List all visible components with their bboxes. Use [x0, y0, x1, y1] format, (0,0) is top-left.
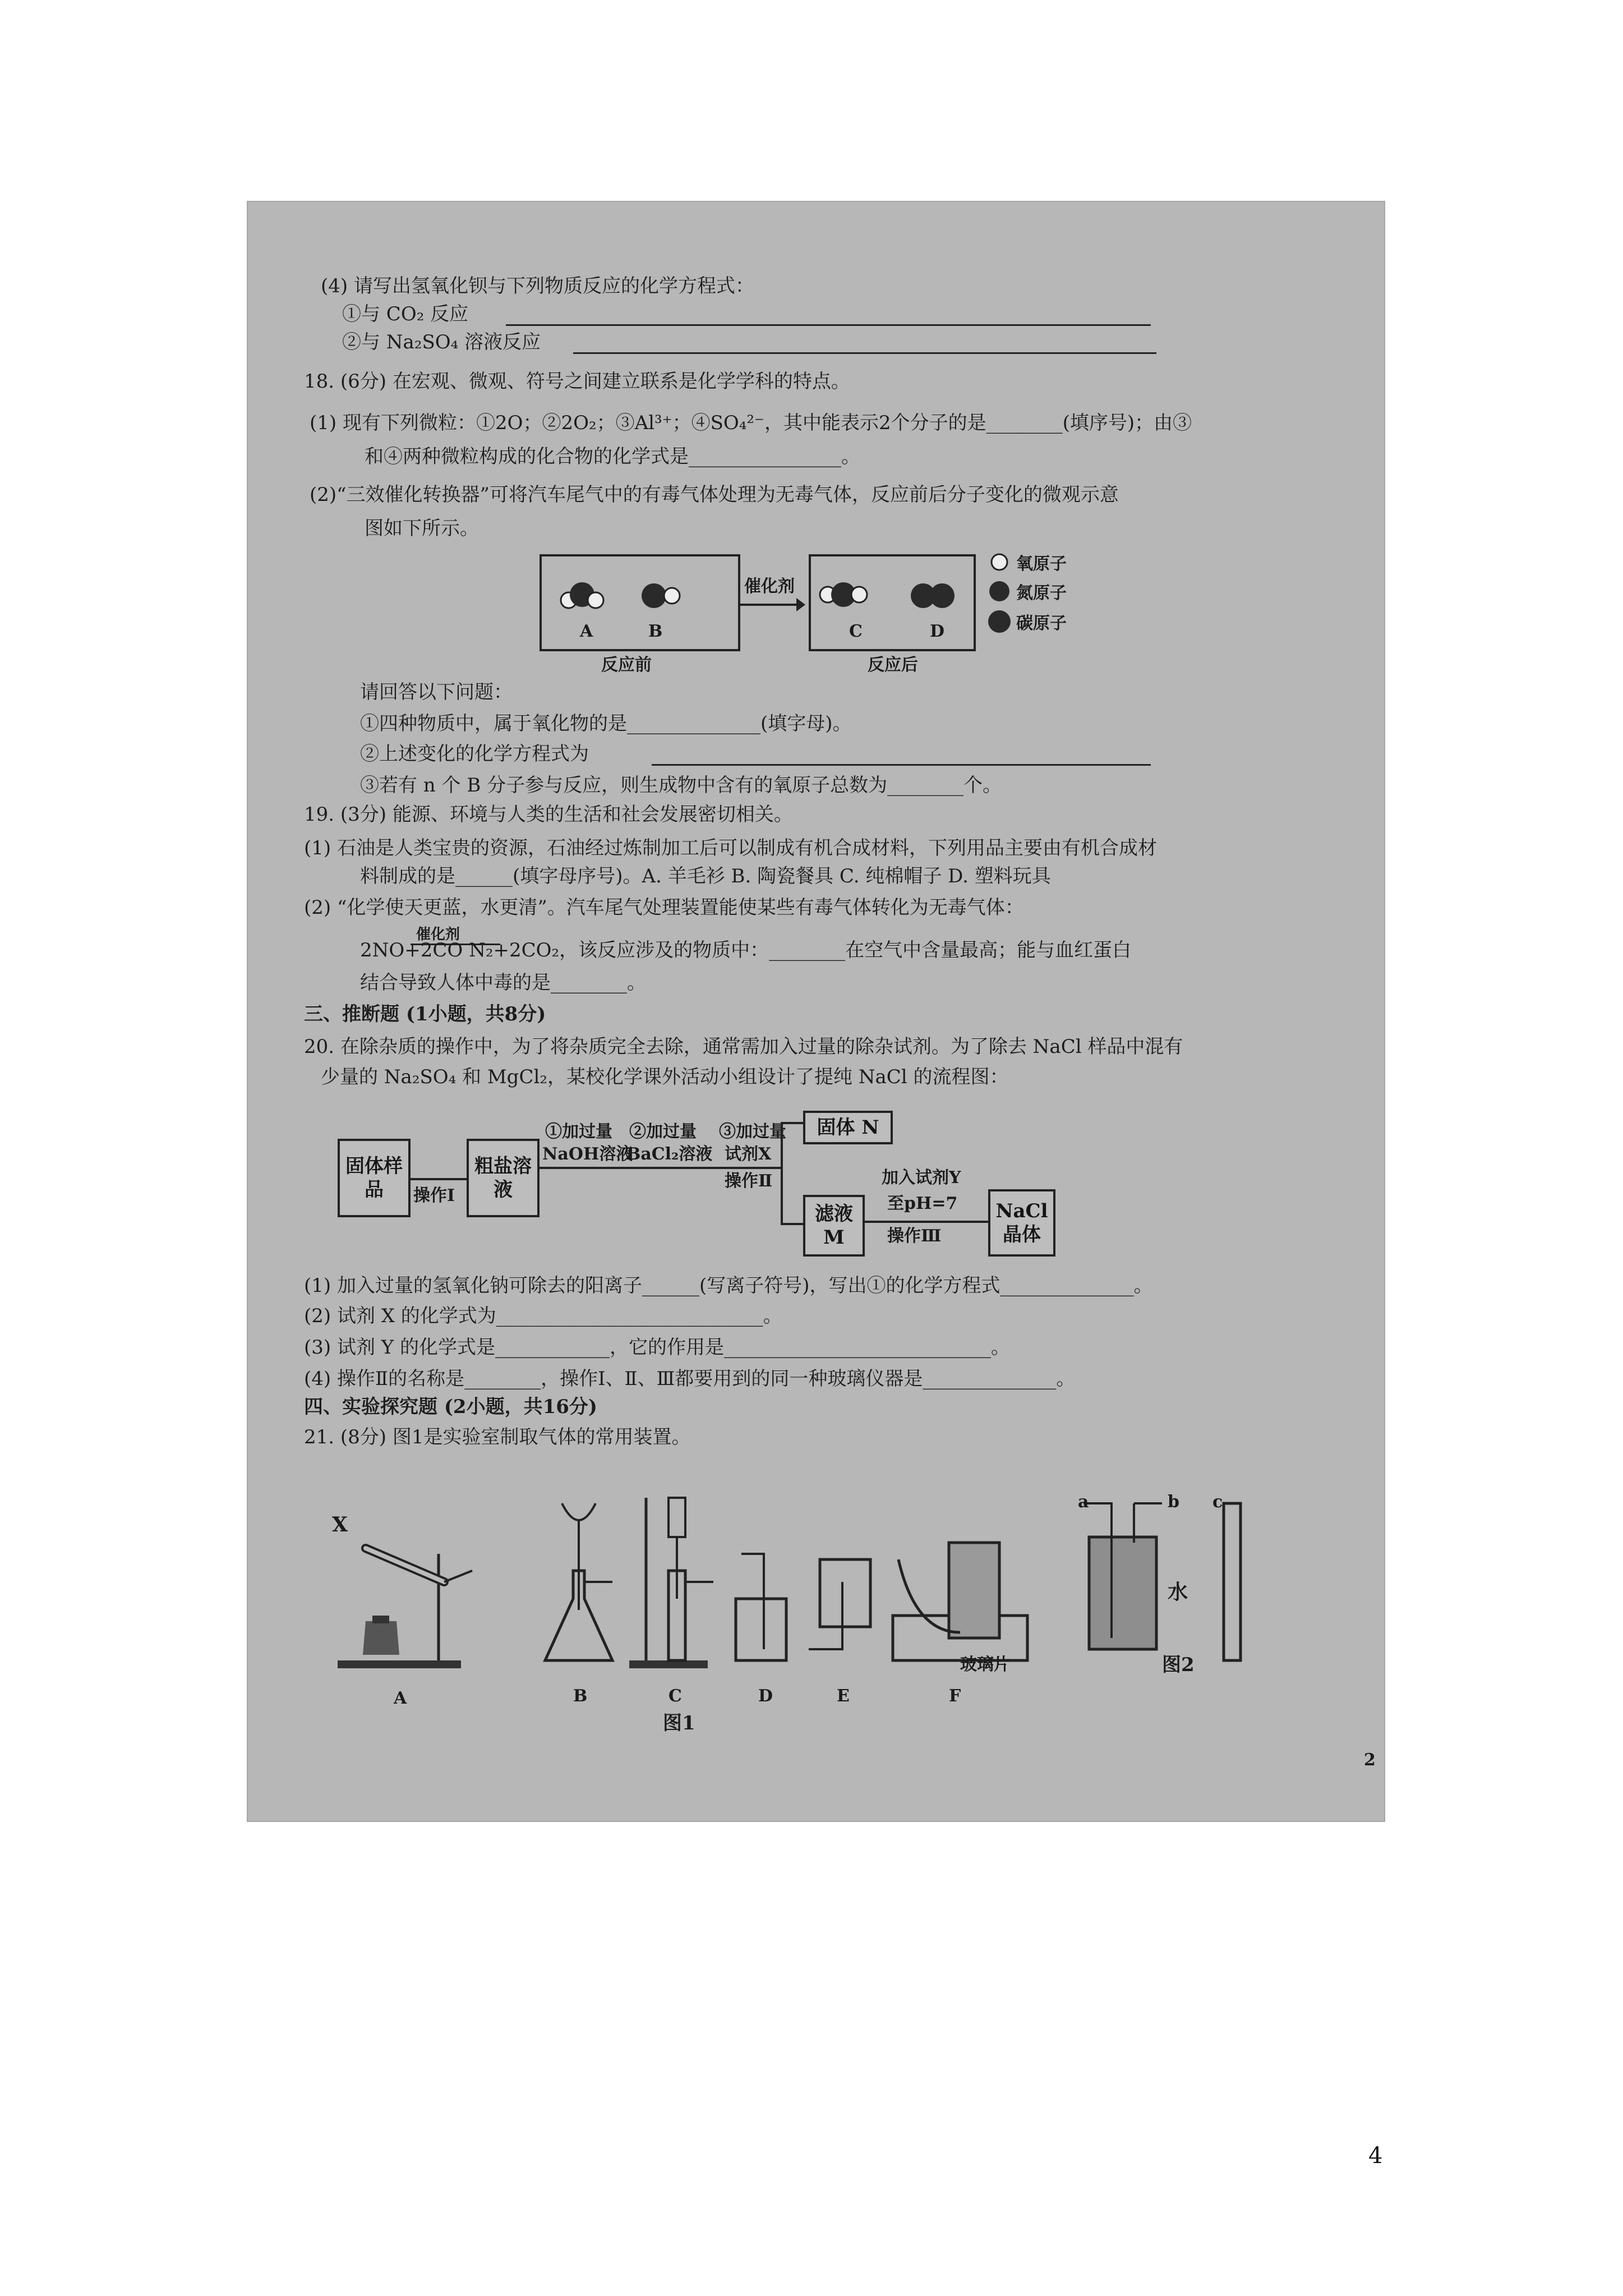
apparatus-b: B [573, 1686, 588, 1706]
q18-2-3: ③若有 n 个 B 分子参与反应，则生成物中含有的氧原子总数为________个。 [360, 774, 1002, 797]
q18-2-2: ②上述变化的化学方程式为 [360, 743, 589, 765]
answer-line [573, 352, 1156, 354]
label-step2: ②加过量 [629, 1122, 697, 1142]
after-panel [809, 554, 976, 651]
after-label: 反应后 [868, 655, 918, 675]
q20-a: 20. 在除杂质的操作中，为了将杂质完全去除，通常需加入过量的除杂试剂。为了除去 NaCl 样品中混有 [304, 1036, 1183, 1058]
q17-4-prompt: (4) 请写出氢氧化钡与下列物质反应的化学方程式： [321, 275, 754, 297]
fig1-caption: 图1 [663, 1712, 695, 1734]
box-crude-solution: 粗盐溶液 [467, 1139, 540, 1217]
q19-2-b: 2NO+2CO N₂+2CO₂，该反应涉及的物质中：________在空气中含量最高；能与血红蛋白 [360, 939, 1132, 961]
reaction-arrow [739, 604, 800, 606]
label-op2: 操作Ⅱ [725, 1171, 773, 1191]
q17-4-1: ①与 CO₂ 反应 [342, 303, 469, 325]
label-ph: 至pH=7 [887, 1194, 958, 1213]
fig2-c: c [1212, 1492, 1223, 1512]
q20-2: (2) 试剂 X 的化学式为____________________________。 [304, 1305, 782, 1327]
q20-4: (4) 操作Ⅱ的名称是________，操作Ⅰ、Ⅱ、Ⅲ都要用到的同一种玻璃仪器是______________。 [304, 1368, 1076, 1390]
purification-flowchart [338, 1111, 1212, 1262]
legend-carbon: 碳原子 [1016, 614, 1067, 633]
label-step2b: BaCl₂溶液 [626, 1144, 713, 1164]
legend-oxygen: 氧原子 [1016, 554, 1067, 574]
fig2-water: 水 [1168, 1580, 1188, 1604]
fig2-a: a [1078, 1492, 1089, 1512]
flow-arrow [540, 1167, 781, 1169]
q18-2-a: (2)“三效催化转换器”可将汽车尾气中的有毒气体处理为无毒气体，反应前后分子变化的微观示意 [310, 484, 1119, 506]
q18-2-1: ①四种物质中，属于氧化物的是______________(填字母)。 [360, 712, 852, 735]
scanned-exam-photo [247, 201, 1385, 1822]
q18-1-b: 和④两种微粒构成的化合物的化学式是________________。 [365, 445, 860, 468]
after-molecules [811, 556, 974, 649]
label-a: A [580, 622, 593, 641]
q19-title: 19. (3分) 能源、环境与人类的生活和社会发展密切相关。 [304, 803, 793, 826]
before-label: 反应前 [601, 655, 652, 675]
q20-1: (1) 加入过量的氢氧化钠可除去的阳离子______(写离子符号)，写出①的化学方程式______________。 [304, 1274, 1153, 1297]
apparatus-d: D [758, 1686, 773, 1706]
apparatus-figure-1 [332, 1487, 1061, 1708]
q18-2-b: 图如下所示。 [365, 517, 479, 540]
flow-arrow [781, 1223, 803, 1225]
flow-branch [781, 1122, 783, 1223]
section-4-heading: 四、实验探究题 (2小题，共16分) [304, 1396, 597, 1418]
corner-number: 2 [1364, 1750, 1376, 1770]
before-molecules [542, 556, 738, 649]
label-x: X [332, 1513, 348, 1536]
glass-plate-label: 玻璃片 [960, 1655, 1011, 1674]
apparatus-drawing [332, 1487, 1061, 1700]
label-c: C [849, 622, 863, 641]
molecule-reaction-figure [540, 554, 1067, 678]
box-solid-sample: 固体样品 [338, 1139, 411, 1217]
q19-1-b: 料制成的是______(填字母序号)。A. 羊毛衫 B. 陶瓷餐具 C. 纯棉帽子 D. 塑料玩具 [360, 865, 1051, 887]
catalyst-condition: 催化剂 [416, 926, 460, 943]
section-3-heading: 三、推断题 (1小题，共8分) [304, 1003, 546, 1025]
flow-arrow [865, 1221, 988, 1223]
label-step1b: NaOH溶液 [542, 1144, 633, 1164]
apparatus-f: F [949, 1686, 961, 1706]
answer-line [506, 324, 1151, 326]
apparatus-c: C [668, 1686, 682, 1706]
before-panel [540, 554, 740, 651]
q18-ask: 请回答以下问题： [360, 681, 513, 703]
label-step1: ①加过量 [545, 1122, 612, 1142]
fig2-caption: 图2 [1162, 1654, 1195, 1676]
apparatus-e: E [837, 1686, 850, 1706]
fig2-drawing [1078, 1492, 1302, 1677]
label-b: B [648, 622, 663, 641]
fig2-b: b [1168, 1492, 1179, 1512]
q17-4-2: ②与 Na₂SO₄ 溶液反应 [342, 331, 541, 353]
legend-nitrogen: 氮原子 [1016, 583, 1067, 603]
answer-line [652, 764, 1151, 766]
q20-b: 少量的 Na₂SO₄ 和 MgCl₂，某校化学课外活动小组设计了提纯 NaCl 的流程图： [321, 1066, 1009, 1088]
arrow-head [796, 598, 805, 611]
q18-title: 18. (6分) 在宏观、微观、符号之间建立联系是化学学科的特点。 [304, 370, 850, 393]
q19-1-a: (1) 石油是人类宝贵的资源，石油经过炼制加工后可以制成有机合成材料，下列用品主要由有机合成材 [304, 837, 1157, 859]
label-op1: 操作Ⅰ [413, 1186, 455, 1205]
box-nacl-crystal: NaCl 晶体 [988, 1189, 1055, 1257]
label-step3: ③加过量 [719, 1122, 786, 1142]
q21-title: 21. (8分) 图1是实验室制取气体的常用装置。 [304, 1426, 691, 1448]
q18-1-a: (1) 现有下列微粒：①2O；②2O₂；③Al³⁺；④SO₄²⁻，其中能表示2个分子的是________(填序号)；由③ [310, 412, 1192, 434]
catalyst-label: 催化剂 [744, 577, 795, 596]
q19-2-a: (2) “化学使天更蓝，水更清”。汽车尾气处理装置能使某些有毒气体转化为无毒气体： [304, 896, 1024, 919]
label-add-y: 加入试剂Y [882, 1168, 961, 1188]
label-op3: 操作Ⅲ [887, 1226, 942, 1246]
q19-2-c: 结合导致人体中毒的是________。 [360, 972, 646, 994]
legend-atoms [988, 552, 1011, 636]
box-filtrate-m: 滤液 M [803, 1195, 865, 1257]
apparatus-figure-2 [1078, 1492, 1302, 1683]
box-solid-n: 固体 N [803, 1111, 893, 1144]
flow-arrow [781, 1122, 803, 1124]
flow-arrow [411, 1178, 467, 1180]
apparatus-a: A [394, 1688, 407, 1708]
page-number: 4 [1368, 2143, 1383, 2169]
label-d: D [930, 622, 945, 641]
label-step3b: 试剂X [725, 1144, 772, 1164]
q20-3: (3) 试剂 Y 的化学式是____________，它的作用是____________________________。 [304, 1336, 1011, 1359]
